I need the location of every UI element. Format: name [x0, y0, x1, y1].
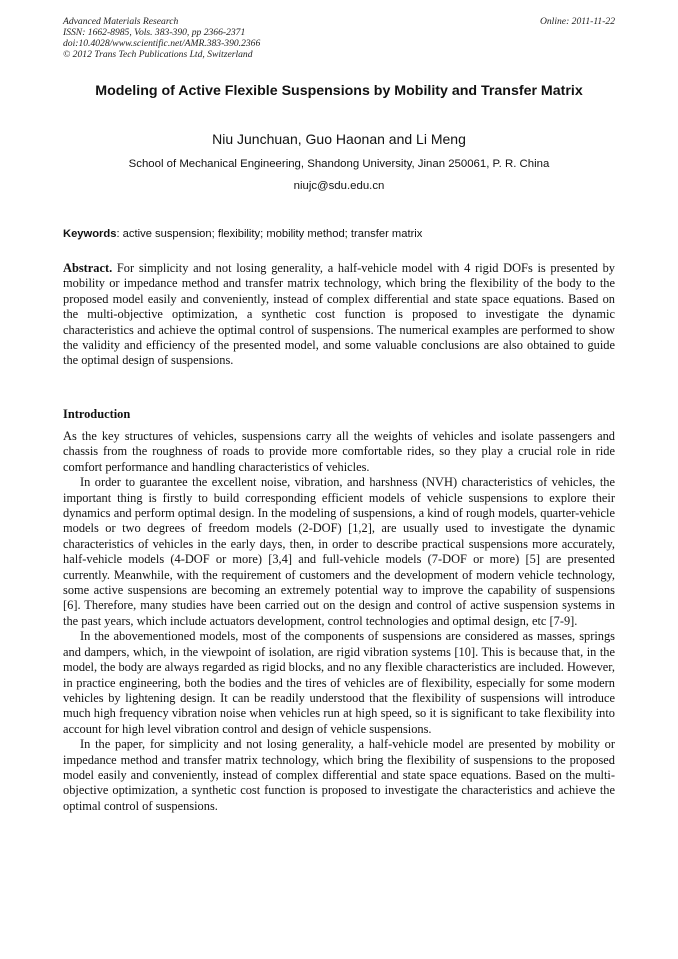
keywords-line: [63, 227, 615, 241]
paper-title: Modeling of Active Flexible Suspensions by Mobility and Transfer Matrix: [95, 83, 583, 99]
paragraph: In order to guarantee the excellent noise, vibration, and harshness (NVH) characteristics of vehicles, the important thing is firstly to build corresponding efficient models of vehicle suspensions to explore their dynamics and perform optimal design. In the modeling of suspensions, a kind of rough models, quarter-vehicle models or two degrees of freedom models (2-DOF) [1,2], are usually used to investigate the dynamic characteristics of vehicles in the early days, then, in order to describe practical suspensions more accurately, half-vehicle models (4-DOF or more) [3,4] and full-vehicle models (7-DOF or more) [5] are presented currently. Meanwhile, with the requirement of customers and the development of modern vehicle technology, some active suspensions are becoming an extremely potential way to improve the capability of suspensions [6]. Therefore, many studies have been carried out on the design and control of active suspension systems in the past years, which include actuators development, control technologies and optimal design, etc [7-9].: [63, 475, 615, 628]
copyright-line: © 2012 Trans Tech Publications Ltd, Switzerland: [63, 49, 253, 60]
issn-line: ISSN: 1662-8985, Vols. 383-390, pp 2366-2371: [63, 27, 246, 38]
paragraph: In the paper, for simplicity and not losing generality, a half-vehicle model are presented by mobility or impedance method and transfer matrix technology, which bring the flexibility of suspensions to the proposed model easily and conveniently, instead of complex differential and state space equations. Based on the multi-objective optimization, a synthetic cost function is proposed to investigate the characteristics and achieve the optimal control of suspensions.: [63, 737, 615, 813]
abstract-label: Abstract.: [63, 261, 113, 275]
keywords-label: Keywords: [63, 228, 117, 240]
affiliation: School of Mechanical Engineering, Shandong University, Jinan 250061, P. R. China: [128, 158, 550, 170]
abstract: [63, 261, 615, 369]
journal-header: [63, 16, 615, 60]
doi-line: doi:10.4028/www.scientific.net/AMR.383-390.2366: [63, 38, 261, 49]
journal-name: Advanced Materials Research: [63, 16, 179, 27]
introduction-body: [63, 429, 615, 814]
paragraph: As the key structures of vehicles, suspensions carry all the weights of vehicles and isolate passengers and chassis from the roughness of roads to provide more comfortable rides, so they play a crucial role in ride comfort performance and handling characteristics of vehicles.: [63, 429, 615, 474]
section-heading-introduction: Introduction: [63, 407, 131, 421]
keywords-text: : active suspension; flexibility; mobility method; transfer matrix: [116, 228, 423, 240]
abstract-text: For simplicity and not losing generality, a half-vehicle model with 4 rigid DOFs is presented by mobility or impedance method and transfer matrix technology, which bring the flexibility of the body to the proposed model easily and conveniently, instead of complex differential and state space equations. Based on the multi-objective optimization, a synthetic cost function is proposed to investigate the dynamic characteristics and achieve the optimal control of suspensions. The numerical examples are performed to show the validity and efficiency of the presented model, and some valuable conclusions are also obtained to guide the optimal design of suspensions.: [63, 261, 615, 368]
paragraph: In the abovementioned models, most of the components of suspensions are considered as masses, springs and dampers, which, in the viewpoint of isolation, are rigid vibration systems [10]. This is because that, in the model, the body are always regarded as rigid blocks, and no any flexible characteristics are included. However, in practice engineering, both the bodies and the tires of vehicles are of flexibility, especially for some modern vehicles by lightening design. It can be readily understood that the flexibility of suspensions will introduce much high frequency vibration noise when vehicles run at high speed, so it is significant to take flexibility into account for high level vibration control and design of vehicle suspensions.: [63, 629, 615, 736]
online-date: Online: 2011-11-22: [539, 16, 615, 27]
author-list: Niu Junchuan, Guo Haonan and Li Meng: [212, 131, 466, 147]
author-email: niujc@sdu.edu.cn: [293, 180, 385, 192]
